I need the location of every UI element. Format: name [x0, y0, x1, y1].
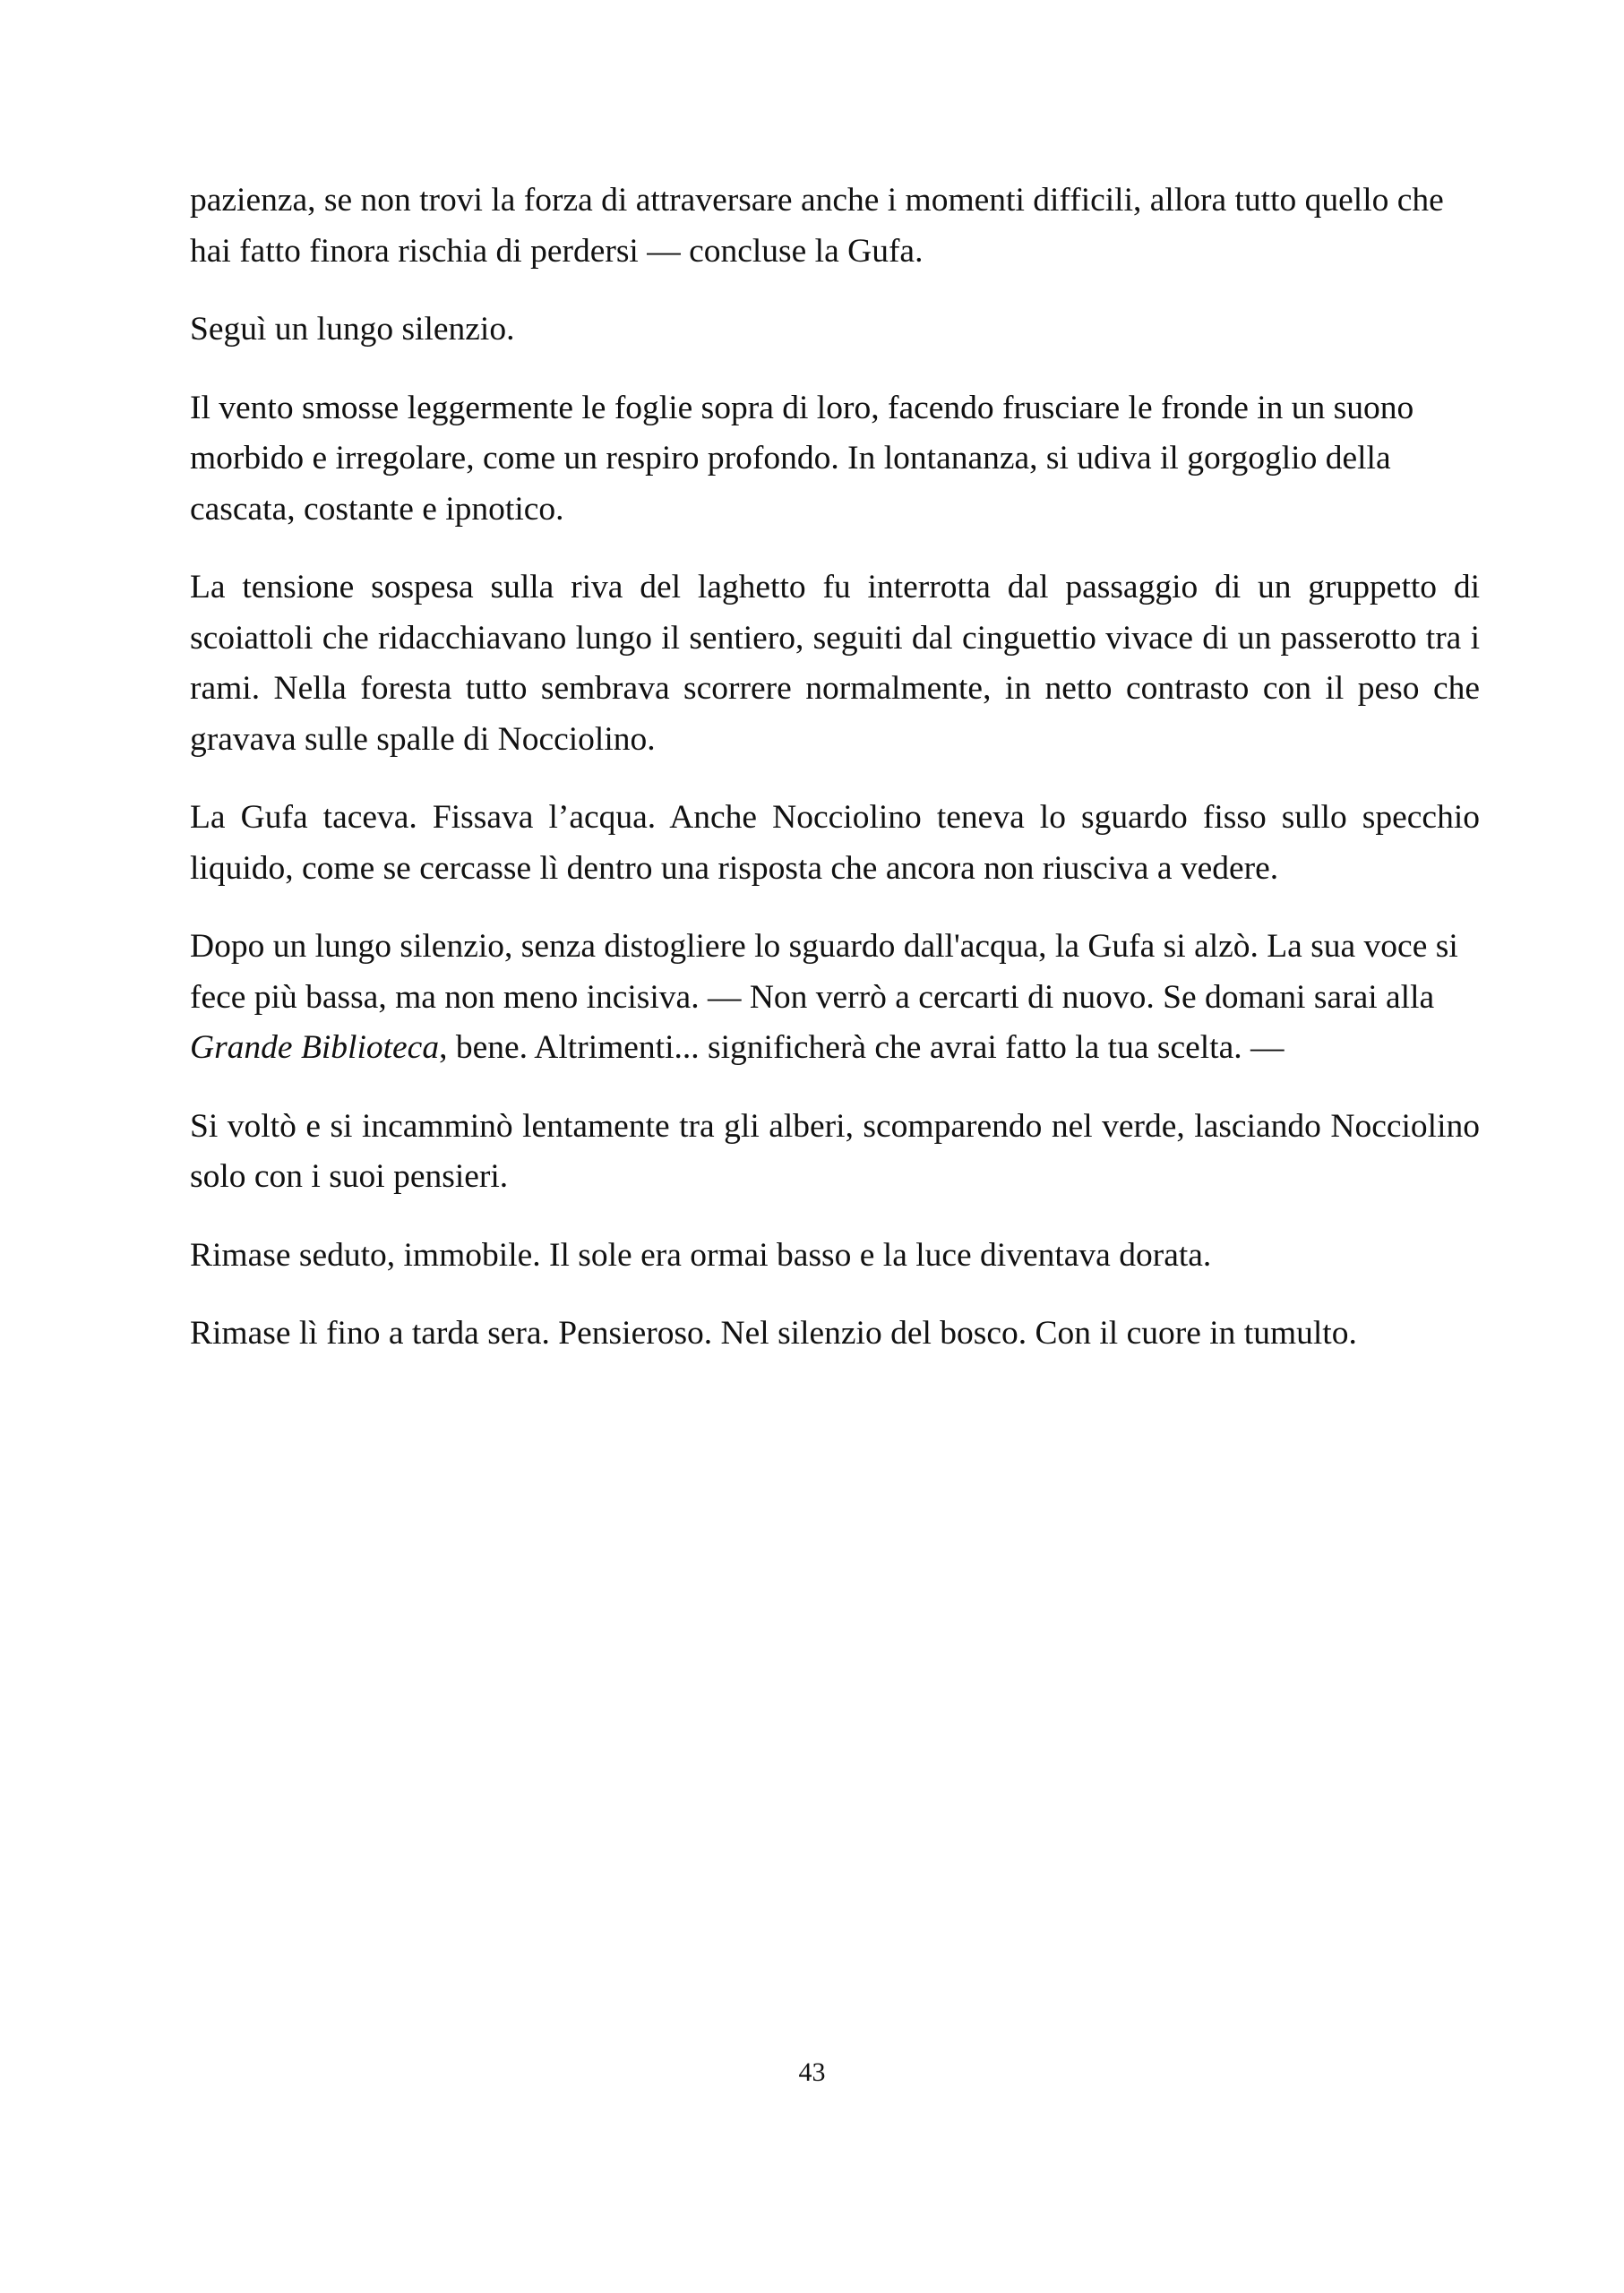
paragraph-6-tail: , bene. Altrimenti... significherà che avrai fatto la tua scelta. —	[439, 1029, 1285, 1066]
book-title-grande-biblioteca: Grande Biblioteca	[190, 1029, 440, 1066]
paragraph-5: La Gufa taceva. Fissava l’acqua. Anche Nocciolino teneva lo sguardo fisso sullo specchio liquido, come se cercasse lì dentro una risposta che ancora non riusciva a vedere.	[190, 799, 1480, 887]
paragraph-1: pazienza, se non trovi la forza di attraversare anche i momenti difficili, allora tutto quello che hai fatto finora rischia di perdersi — concluse la Gufa.	[190, 182, 1444, 270]
paragraph-8: Rimase seduto, immobile. Il sole era ormai basso e la luce diventava dorata.	[190, 1236, 1212, 1274]
paragraph-6-lead: Dopo un lungo silenzio, senza distogliere lo sguardo dall'acqua, la Gufa si alzò. La sua voce si fece più bassa, ma non meno incisiva. — Non verrò a cercarti di nuovo. Se domani sarai alla	[190, 928, 1458, 1016]
paragraph-7: Si voltò e si incamminò lentamente tra gli alberi, scomparendo nel verde, lasciando Nocciolino solo con i suoi pensieri.	[190, 1107, 1480, 1195]
page-number: 43	[798, 2057, 826, 2087]
body-text-block	[190, 176, 1480, 1387]
paragraph-2: Seguì un lungo silenzio.	[190, 311, 515, 348]
paragraph-4: La tensione sospesa sulla riva del laghetto fu interrotta dal passaggio di un gruppetto di scoiattoli che ridacchiavano lungo il sentiero, seguiti dal cinguettio vivace di un passerotto tra i rami. Nella foresta tutto sembrava scorrere normalmente, in netto contrasto con il peso che gravava sulle spalle di Nocciolino.	[190, 569, 1480, 758]
paragraph-9: Rimase lì fino a tarda sera. Pensieroso. Nel silenzio del bosco. Con il cuore in tumulto.	[190, 1315, 1357, 1352]
paragraph-6	[190, 922, 1480, 1074]
paragraph-3: Il vento smosse leggermente le foglie sopra di loro, facendo frusciare le fronde in un suono morbido e irregolare, come un respiro profondo. In lontananza, si udiva il gorgoglio della cascata, costante e ipnotico.	[190, 389, 1414, 528]
